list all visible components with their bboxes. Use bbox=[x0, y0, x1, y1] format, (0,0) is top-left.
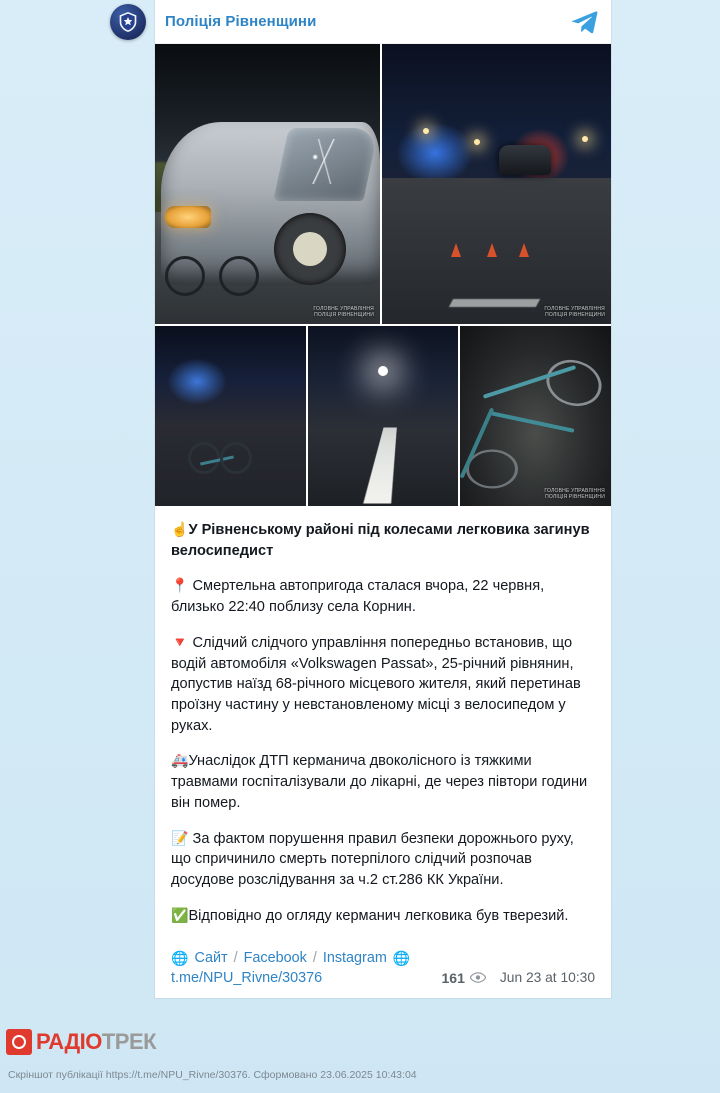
photo-watermark: ГОЛОВНЕ УПРАВЛІННЯ ПОЛІЦІЯ РІВНЕНЩИНИ bbox=[313, 306, 374, 318]
link-facebook[interactable]: Facebook bbox=[243, 950, 307, 966]
paragraph-5-text: Відповідно до огляду керманич легковика був тверезий. bbox=[188, 907, 569, 924]
photo-damaged-car[interactable] bbox=[155, 44, 380, 324]
photo-damaged-bicycle[interactable] bbox=[460, 326, 611, 506]
post-headline bbox=[171, 520, 595, 561]
post-paragraph-3 bbox=[171, 751, 595, 813]
post-paragraph-5 bbox=[171, 906, 595, 927]
post-text bbox=[155, 506, 611, 948]
channel-avatar bbox=[110, 4, 146, 40]
radiotrek-mark-icon bbox=[6, 1029, 32, 1055]
radiotrek-wordmark bbox=[36, 1029, 156, 1055]
post-footer bbox=[155, 948, 611, 998]
post-paragraph-2 bbox=[171, 633, 595, 737]
photo-watermark: ГОЛОВНЕ УПРАВЛІННЯ ПОЛІЦІЯ РІВНЕНЩИНИ bbox=[544, 488, 605, 500]
link-instagram[interactable]: Instagram bbox=[322, 950, 387, 966]
link-site[interactable]: Сайт bbox=[194, 950, 228, 966]
check-mark-emoji: ✅ bbox=[171, 906, 189, 923]
post-paragraph-1 bbox=[171, 576, 595, 617]
screenshot-caption: Скріншот публікації https://t.me/NPU_Rivne/30376. Сформовано 23.06.2025 10:43:04 bbox=[8, 1069, 417, 1081]
channel-name[interactable]: Поліція Рівненщини bbox=[165, 13, 317, 30]
eye-icon bbox=[470, 972, 486, 983]
photo-grid bbox=[155, 44, 611, 506]
pointing-up-emoji: ☝️ bbox=[171, 521, 189, 537]
globe-icon-right: 🌐 bbox=[392, 949, 411, 966]
photo-watermark: ГОЛОВНЕ УПРАВЛІННЯ ПОЛІЦІЯ РІВНЕНЩИНИ bbox=[544, 306, 605, 318]
paragraph-4-text: За фактом порушення правил безпеки дорожнього руху, що спричинило смерть потерпілого слідчий розпочав досудове розслідування за ч.2 ст.286 КК України. bbox=[171, 830, 574, 889]
police-shield-icon bbox=[118, 11, 138, 33]
memo-emoji: 📝 bbox=[171, 829, 189, 846]
views-count: 161 bbox=[441, 969, 465, 986]
link-separator-1: / bbox=[233, 950, 238, 966]
telegram-plane-icon[interactable] bbox=[569, 7, 599, 37]
logo-trek-text: ТРЕК bbox=[101, 1029, 157, 1054]
headline-text: У Рівненському районі під колесами легковика загинув велосипедист bbox=[171, 522, 590, 559]
photo-night-police-scene[interactable] bbox=[382, 44, 611, 324]
photo-bicycle-on-road[interactable] bbox=[155, 326, 306, 506]
link-separator-2: / bbox=[312, 950, 317, 966]
post-permalink[interactable]: t.me/NPU_Rivne/30376 bbox=[171, 969, 323, 986]
post-header bbox=[155, 0, 611, 44]
footer-links bbox=[171, 950, 595, 967]
ambulance-emoji: 🚑 bbox=[171, 752, 189, 769]
views-counter bbox=[442, 970, 486, 986]
post-date: Jun 23 at 10:30 bbox=[499, 970, 595, 985]
globe-icon-left: 🌐 bbox=[171, 949, 189, 966]
radiotrek-logo bbox=[6, 1029, 156, 1055]
pin-emoji: 📍 bbox=[171, 577, 189, 594]
paragraph-1-text: Смертельна автопригода сталася вчора, 22 червня, близько 22:40 поблизу села Корнин. bbox=[171, 578, 545, 616]
paragraph-2-text: Слідчий слідчого управління попередньо встановив, що водій автомобіля «Volkswagen Passat», 25-річний рівнянин, допустив наїзд 68-річного місцевого жителя, який перетинав проїзну частину у невстановленому місці з велосипедом у руках. bbox=[171, 634, 581, 734]
red-triangle-emoji: 🔻 bbox=[171, 633, 189, 650]
photo-road-marking[interactable] bbox=[308, 326, 458, 506]
footer-meta-row bbox=[171, 970, 595, 986]
post-paragraph-4 bbox=[171, 829, 595, 891]
logo-radio-text: РАДІО bbox=[36, 1029, 102, 1054]
telegram-post-card bbox=[155, 0, 611, 998]
paragraph-3-text: Унаслідок ДТП керманича двоколісного із тяжкими травмами госпіталізували до лікарні, де через півтори години він помер. bbox=[171, 753, 588, 811]
